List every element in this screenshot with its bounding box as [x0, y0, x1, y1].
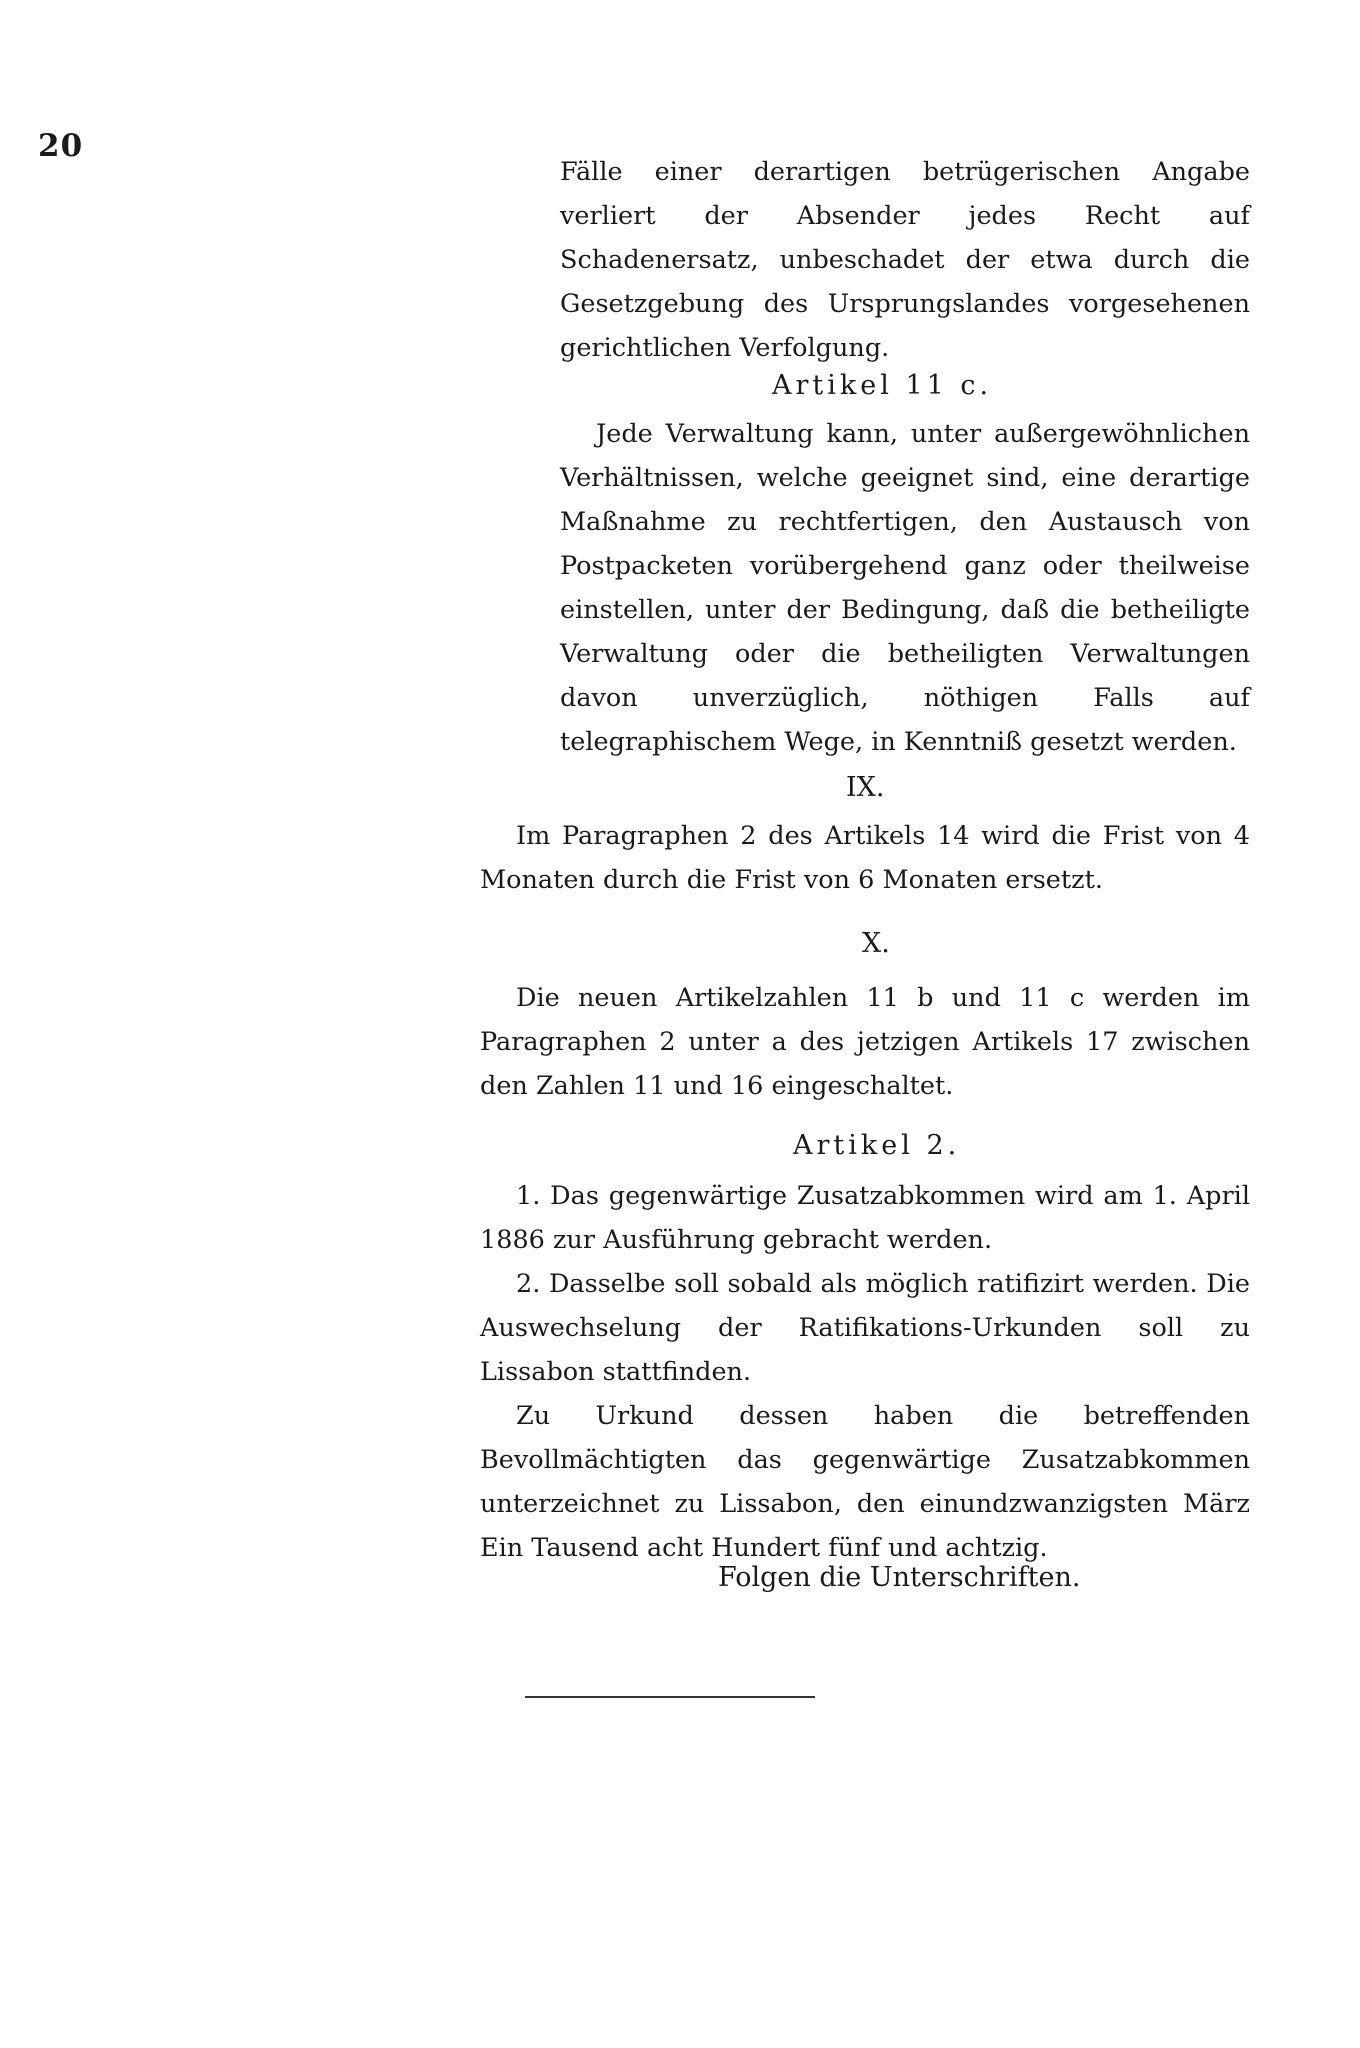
artikel-2-paragraph-3: Zu Urkund dessen haben die betreffenden Bevollmächtigten das gegenwärtige Zusatzabkommen unterzeichnet zu Lissabon, den einundzwanzigsten März Ein Tausend acht Hundert fünf und achtzig. — [480, 1401, 1250, 1563]
page-number: 20 — [38, 128, 84, 164]
heading-artikel-2: Artikel 2. — [793, 1130, 961, 1161]
signatures-note: Folgen die Unterschriften. — [718, 1562, 1081, 1593]
artikel-2-paragraph-1: 1. Das gegenwärtige Zusatzabkommen wird am 1. April 1886 zur Ausführung gebracht werden. — [480, 1181, 1250, 1255]
heading-section-ix: IX. — [846, 772, 885, 803]
artikel-2-paragraph-2: 2. Dasselbe soll sobald als möglich ratifizirt werden. Die Auswechselung der Ratifikations-Urkunden soll zu Lissabon stattfinden. — [480, 1269, 1250, 1387]
heading-artikel-11c: Artikel 11 c. — [772, 370, 993, 401]
section-x-paragraph: Die neuen Artikelzahlen 11 b und 11 c werden im Paragraphen 2 unter a des jetzigen Artikels 17 zwischen den Zahlen 11 und 16 eingeschaltet. — [480, 983, 1250, 1101]
continuation-paragraph: Fälle einer derartigen betrügerischen Angabe verliert der Absender jedes Recht auf Schadenersatz, unbeschadet der etwa durch die Gesetzgebung des Ursprungslandes vorgesehenen gerichtlichen Verfolgung. — [560, 157, 1250, 363]
artikel-11c-paragraph: Jede Verwaltung kann, unter außergewöhnlichen Verhältnissen, welche geeignet sind, eine derartige Maßnahme zu rechtfertigen, den Austausch von Postpacketen vorübergehend ganz oder theilweise einstellen, unter der Bedingung, daß die betheiligte Verwaltung oder die betheiligten Verwaltungen davon unverzüglich, nöthigen Falls auf telegraphischem Wege, in Kenntniß gesetzt werden. — [560, 419, 1250, 757]
end-rule — [525, 1696, 815, 1698]
section-ix-paragraph: Im Paragraphen 2 des Artikels 14 wird die Frist von 4 Monaten durch die Frist von 6 Monaten ersetzt. — [480, 821, 1250, 895]
heading-section-x: X. — [862, 928, 890, 959]
